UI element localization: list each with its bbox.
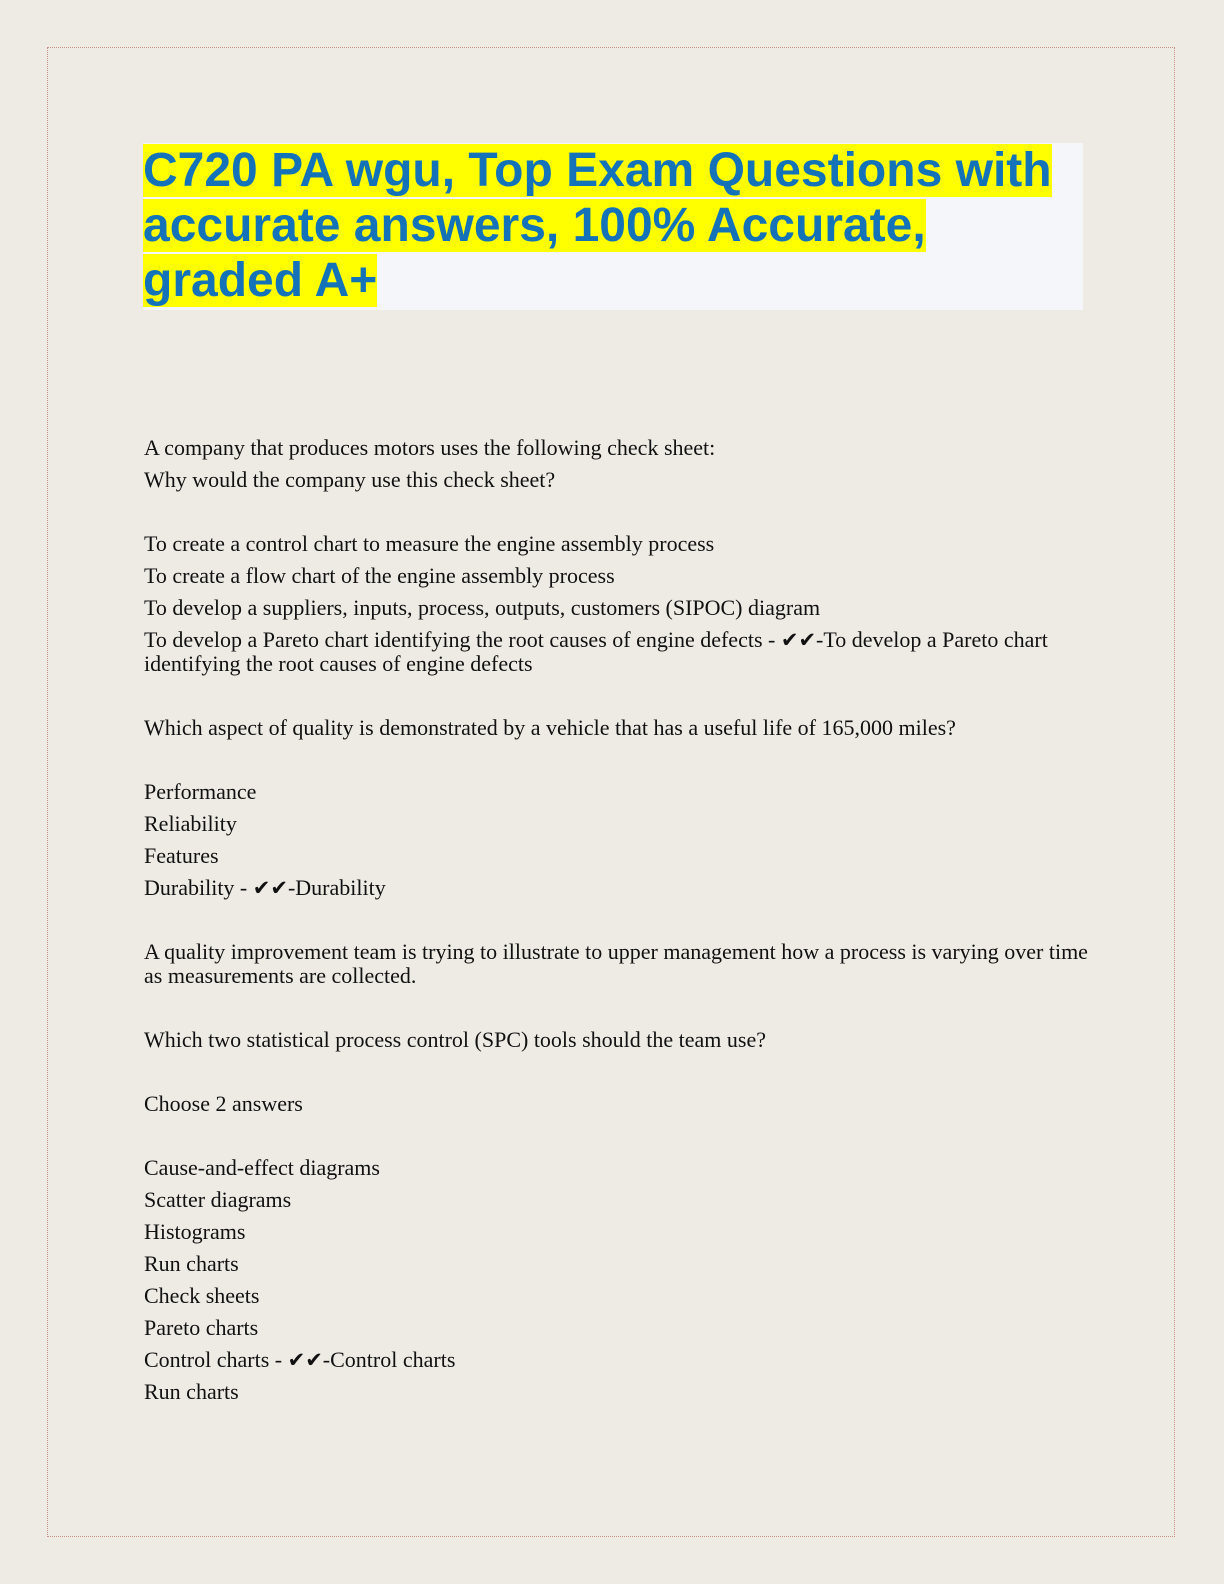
question-3-instruction: Choose 2 answers (144, 1091, 303, 1116)
question-2 (144, 712, 1094, 904)
question-1-answer-text: -To develop a Pareto chart identifying the root causes of engine defects (144, 627, 1048, 676)
question-1 (144, 432, 1094, 680)
question-3-answer (144, 1344, 1094, 1376)
question-3-intro: A quality improvement team is trying to illustrate to upper management how a process is varying over time as measurements are collected. (144, 939, 1088, 988)
question-1-option: To develop a suppliers, inputs, process, outputs, customers (SIPOC) diagram (144, 595, 821, 620)
check-mark-icon: ✔✔ (780, 628, 817, 652)
question-2-option: Features (144, 843, 219, 868)
question-3-option: Histograms (144, 1219, 246, 1244)
question-3-option: Cause-and-effect diagrams (144, 1155, 380, 1180)
question-3-option: Check sheets (144, 1283, 260, 1308)
question-2-prompt: Which aspect of quality is demonstrated by a vehicle that has a useful life of 165,000 miles? (144, 715, 956, 740)
question-1-answer-option: To develop a Pareto chart identifying the root causes of engine defects - (144, 627, 776, 652)
question-3 (144, 936, 1094, 1408)
question-3-option: Pareto charts (144, 1315, 259, 1340)
question-1-prompt-line-1: A company that produces motors uses the following check sheet: (144, 435, 716, 460)
question-3-option: Run charts (144, 1251, 239, 1276)
question-3-option: Run charts (144, 1379, 239, 1404)
question-1-option: To create a flow chart of the engine assembly process (144, 563, 615, 588)
document-title (143, 143, 1083, 308)
question-1-answer (144, 624, 1094, 680)
document-body (144, 432, 1094, 1408)
question-2-answer-text: -Durability (287, 875, 386, 900)
question-2-answer (144, 872, 1094, 904)
question-2-option: Performance (144, 779, 257, 804)
question-3-answer-text: -Control charts (322, 1347, 456, 1372)
check-mark-icon: ✔✔ (287, 1348, 323, 1372)
question-3-option: Scatter diagrams (144, 1187, 292, 1212)
question-2-answer-option: Durability - (144, 875, 248, 900)
question-1-option: To create a control chart to measure the engine assembly process (144, 531, 715, 556)
title-highlight: C720 PA wgu, Top Exam Questions with accurate answers, 100% Accurate, graded A+ (143, 144, 1052, 307)
question-2-option: Reliability (144, 811, 237, 836)
question-3-prompt: Which two statistical process control (SPC) tools should the team use? (144, 1027, 767, 1052)
question-1-prompt-line-2: Why would the company use this check sheet? (144, 467, 556, 492)
check-mark-icon: ✔✔ (252, 876, 288, 900)
question-3-answer-option: Control charts - (144, 1347, 283, 1372)
